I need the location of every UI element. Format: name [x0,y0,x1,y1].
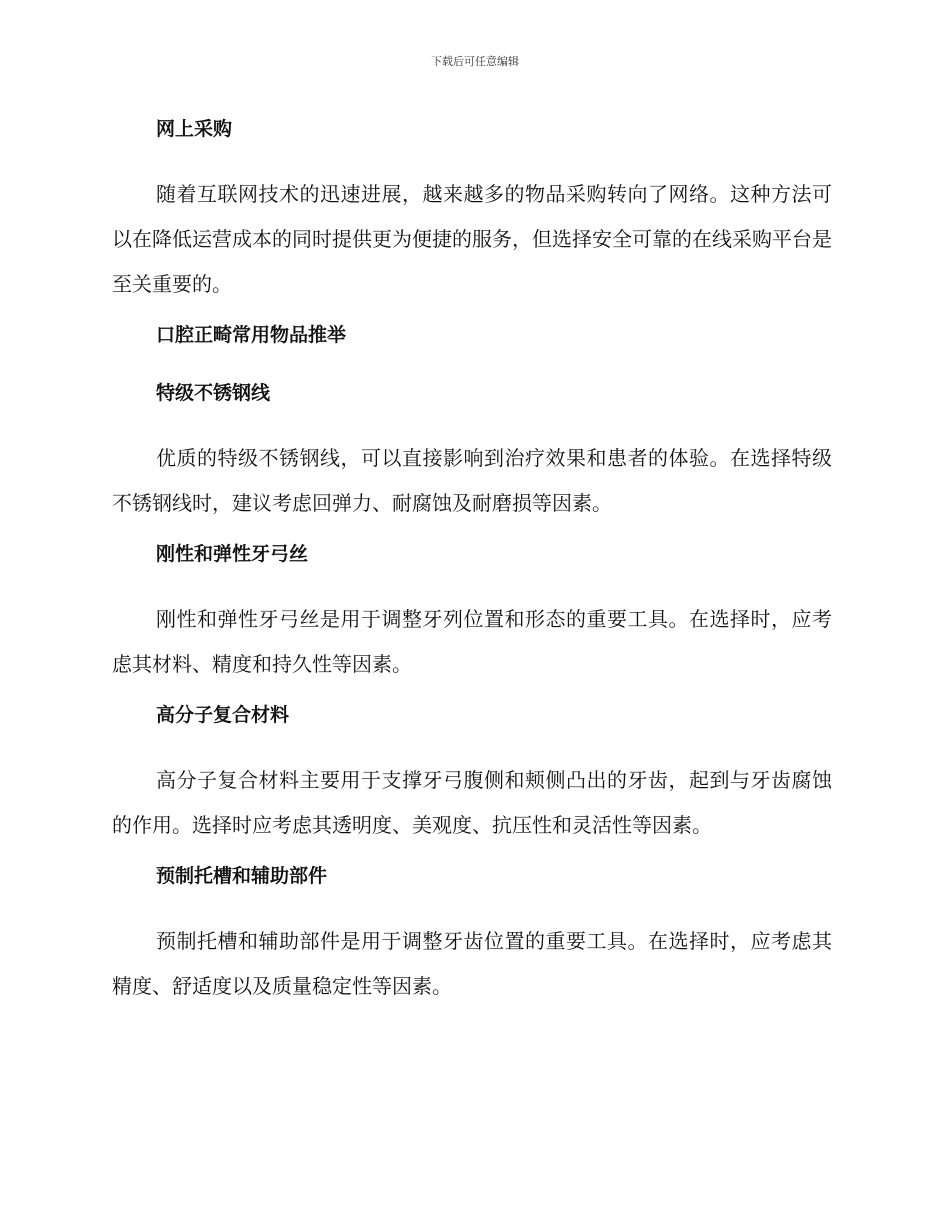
section-heading-stainless-steel-wire: 特级不锈钢线 [156,382,271,404]
section-heading-online-purchasing: 网上采购 [156,118,233,140]
section-heading-polymer-composite: 高分子复合材料 [156,704,290,726]
section-paragraph-polymer-composite: 高分子复合材料主要用于支撑牙弓腹侧和颊侧凸出的牙齿，起到与牙齿腐蚀的作用。选择时应考虑其透明度、美观度、抗压性和灵活性等因素。 [112,768,832,837]
page-header: 下载后可任意编辑 [431,55,519,68]
section-paragraph-online-purchasing: 随着互联网技术的迅速进展，越来越多的物品采购转向了网络。这种方法可以在降低运营成本的同时提供更为便捷的服务，但选择安全可靠的在线采购平台是至关重要的。 [112,182,832,296]
section-paragraph-stainless-steel-wire: 优质的特级不锈钢线，可以直接影响到治疗效果和患者的体验。在选择特级不锈钢线时，建议考虑回弹力、耐腐蚀及耐磨损等因素。 [112,446,832,515]
section-heading-recommended-items: 口腔正畸常用物品推举 [156,324,347,346]
section-heading-prefab-brackets: 预制托槽和辅助部件 [156,865,328,887]
document-body [112,114,832,1009]
section-paragraph-prefab-brackets: 预制托槽和辅助部件是用于调整牙齿位置的重要工具。在选择时，应考虑其精度、舒适度以及质量稳定性等因素。 [112,929,832,998]
section-heading-archwire: 刚性和弹性牙弓丝 [156,543,309,565]
section-paragraph-archwire: 刚性和弹性牙弓丝是用于调整牙列位置和形态的重要工具。在选择时，应考虑其材料、精度和持久性等因素。 [112,607,832,676]
